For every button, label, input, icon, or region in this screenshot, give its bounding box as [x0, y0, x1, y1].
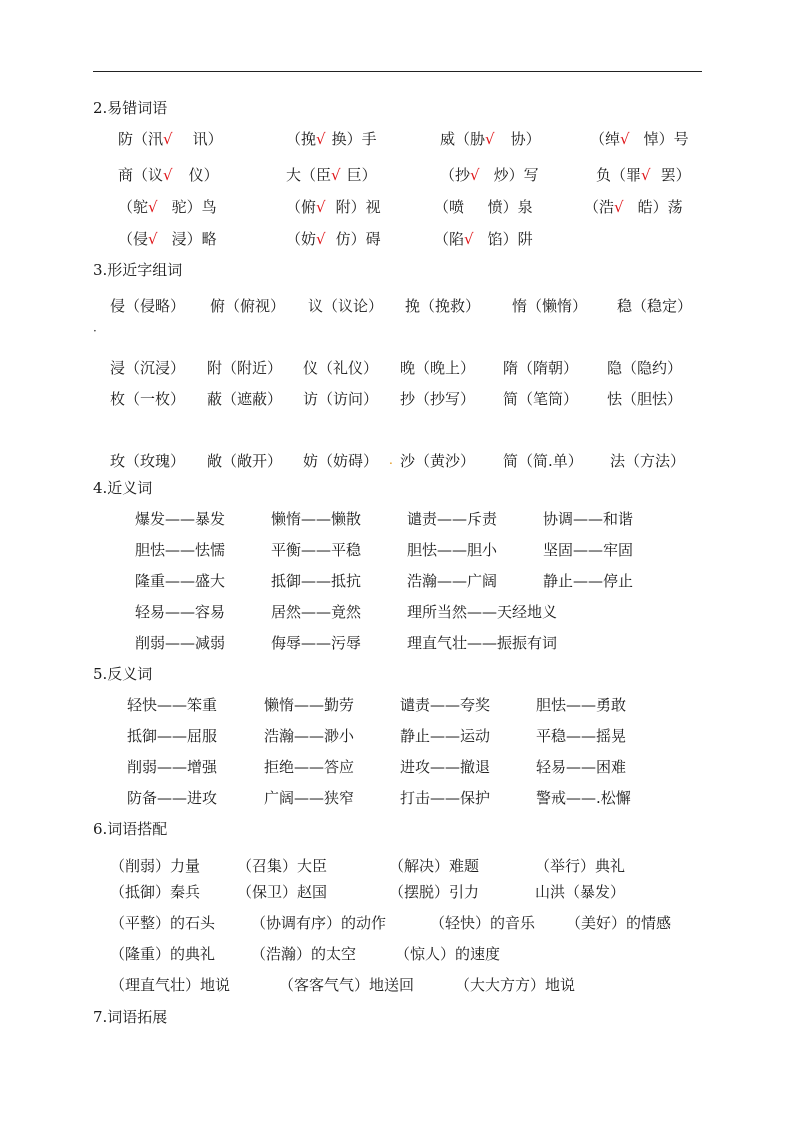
- list-item: 理直气壮——振振有词: [407, 634, 558, 652]
- list-item: 仪（礼仪）: [303, 359, 379, 377]
- list-item: 轻快——笨重: [127, 696, 218, 714]
- list-item: （平整）的石头: [110, 914, 216, 932]
- list-item: 警戒——.松懈: [536, 789, 631, 807]
- word-wrong: 皓）荡: [637, 198, 683, 216]
- word-pair: [286, 196, 381, 217]
- list-item: 晚（晚上）: [400, 359, 476, 377]
- list-item: 敞（敞开）: [207, 452, 283, 470]
- word-pair: [584, 196, 683, 217]
- list-item: 隋（隋朝）: [503, 359, 579, 377]
- check-mark-icon: √: [163, 166, 173, 184]
- word-correct: （挽: [286, 130, 317, 148]
- list-item: （轻快）的音乐: [430, 914, 536, 932]
- list-item: （削弱）力量: [110, 857, 201, 875]
- word-wrong: 巨）: [346, 166, 377, 184]
- word-pair: [440, 128, 541, 149]
- list-item: 轻易——容易: [135, 603, 226, 621]
- list-item: 懒惰——懒散: [271, 510, 362, 528]
- word-pair: [286, 164, 377, 185]
- list-item: 胆怯——怯懦: [135, 541, 226, 559]
- list-item: 打击——保护: [400, 789, 491, 807]
- list-item: 削弱——增强: [127, 758, 218, 776]
- list-item: （客客气气）地送回: [279, 976, 415, 994]
- word-pair: [118, 128, 223, 149]
- list-item: （隆重）的典礼: [110, 945, 216, 963]
- word-pair: [440, 164, 539, 185]
- list-item: （协调有序）的动作: [251, 914, 387, 932]
- list-item: 沙（黄沙）: [400, 452, 476, 470]
- check-mark-icon: √: [148, 198, 158, 216]
- list-item: 浩瀚——渺小: [264, 727, 355, 745]
- list-item: 广阔——狭窄: [264, 789, 355, 807]
- word-correct: （俯: [286, 198, 317, 216]
- check-mark-icon: √: [464, 230, 474, 248]
- list-item: 简（简.单）: [503, 452, 583, 470]
- word-wrong: 炒）写: [493, 166, 539, 184]
- list-item: 俯（俯视）: [210, 297, 286, 315]
- list-item: 法（方法）: [610, 452, 686, 470]
- word-correct: （喷: [434, 198, 465, 216]
- check-mark-icon: √: [316, 230, 326, 248]
- list-item: 浸（沉浸）: [110, 359, 186, 377]
- list-item: 坚固——牢固: [543, 541, 634, 559]
- list-item: 懒惰——勤劳: [264, 696, 355, 714]
- word-correct: 商（议: [118, 166, 164, 184]
- list-item: 防备——进攻: [127, 789, 218, 807]
- list-item: 隆重——盛大: [135, 572, 226, 590]
- list-item: 进攻——撤退: [400, 758, 491, 776]
- list-item: （举行）典礼: [535, 857, 626, 875]
- word-correct: （侵: [118, 230, 149, 248]
- word-pair: [590, 128, 689, 149]
- list-item: 稳（稳定）: [617, 297, 693, 315]
- list-item: 平衡——平稳: [271, 541, 362, 559]
- word-pair: [118, 196, 217, 217]
- list-item: 静止——停止: [543, 572, 634, 590]
- check-mark-icon: √: [148, 230, 158, 248]
- word-wrong: 浸）略: [171, 230, 217, 248]
- word-correct: 负（罪: [596, 166, 642, 184]
- check-mark-icon: √: [641, 166, 651, 184]
- word-wrong: 附）视: [335, 198, 381, 216]
- word-correct: （陷: [434, 230, 465, 248]
- word-wrong: 罢）: [660, 166, 691, 184]
- header-rule: [93, 71, 702, 72]
- word-pair: [434, 228, 533, 249]
- word-pair: [286, 128, 377, 149]
- list-item: 枚（一枚）: [110, 390, 186, 408]
- list-item: 访（访问）: [303, 390, 379, 408]
- check-mark-icon: √: [470, 166, 480, 184]
- list-item: 静止——运动: [400, 727, 491, 745]
- list-item: 平稳——摇晃: [536, 727, 627, 745]
- list-item: 妨（妨碍）: [303, 452, 379, 470]
- check-mark-icon: √: [620, 130, 630, 148]
- word-pair: [434, 196, 533, 217]
- list-item: （美好）的情感: [566, 914, 672, 932]
- word-correct: 防（汛: [118, 130, 164, 148]
- word-correct: （浩: [584, 198, 615, 216]
- list-item: （保卫）赵国: [237, 883, 328, 901]
- word-wrong: 仿）碍: [335, 230, 381, 248]
- stray-dot: .: [389, 453, 393, 467]
- list-item: 蔽（遮蔽）: [207, 390, 283, 408]
- list-item: 爆发——暴发: [135, 510, 226, 528]
- list-item: 议（议论）: [308, 297, 384, 315]
- list-item: 协调——和谐: [543, 510, 634, 528]
- list-item: 胆怯——胆小: [407, 541, 498, 559]
- list-item: 削弱——减弱: [135, 634, 226, 652]
- word-pair: [118, 164, 219, 185]
- list-item: （浩瀚）的太空: [251, 945, 357, 963]
- heading-section-5: 5.反义词: [93, 665, 153, 683]
- list-item: （大大方方）地说: [455, 976, 576, 994]
- list-item: 玫（玫瑰）: [110, 452, 186, 470]
- word-correct: 大（臣: [286, 166, 332, 184]
- list-item: （解决）难题: [389, 857, 480, 875]
- list-item: 谴责——斥责: [407, 510, 498, 528]
- word-wrong: 换）手: [331, 130, 377, 148]
- list-item: 怯（胆怯）: [607, 390, 683, 408]
- word-wrong: 驼）鸟: [171, 198, 217, 216]
- word-correct: 威（胁: [440, 130, 486, 148]
- list-item: （抵御）秦兵: [110, 883, 201, 901]
- word-pair: [596, 164, 691, 185]
- list-item: 理所当然——天经地义: [407, 603, 558, 621]
- heading-section-3: 3.形近字组词: [93, 261, 183, 279]
- list-item: 居然——竟然: [271, 603, 362, 621]
- list-item: （摆脱）引力: [389, 883, 480, 901]
- word-pair: [286, 228, 381, 249]
- check-mark-icon: √: [163, 130, 173, 148]
- word-correct: （妨: [286, 230, 317, 248]
- list-item: 简（笔筒）: [503, 390, 579, 408]
- heading-section-4: 4.近义词: [93, 479, 153, 497]
- list-item: 侮辱——污辱: [271, 634, 362, 652]
- heading-section-2: 2.易错词语: [93, 99, 168, 117]
- list-item: 侵（侵略）: [110, 297, 186, 315]
- word-wrong: 悼）号: [643, 130, 689, 148]
- word-pair: [118, 228, 217, 249]
- check-mark-icon: √: [614, 198, 624, 216]
- list-item: 浩瀚——广阔: [407, 572, 498, 590]
- stray-dot: ·: [93, 324, 97, 338]
- list-item: 附（附近）: [207, 359, 283, 377]
- list-item: （理直气壮）地说: [110, 976, 231, 994]
- check-mark-icon: √: [331, 166, 341, 184]
- heading-section-7: 7.词语拓展: [93, 1008, 168, 1026]
- list-item: 抵御——抵抗: [271, 572, 362, 590]
- list-item: 谴责——夸奖: [400, 696, 491, 714]
- list-item: 山洪（暴发）: [535, 883, 626, 901]
- word-correct: （鸵: [118, 198, 149, 216]
- list-item: 抵御——屈服: [127, 727, 218, 745]
- list-item: （召集）大臣: [237, 857, 328, 875]
- word-wrong: 协）: [510, 130, 541, 148]
- word-wrong: 讯）: [192, 130, 223, 148]
- list-item: 抄（抄写）: [400, 390, 476, 408]
- list-item: 惰（懒惰）: [512, 297, 588, 315]
- list-item: （惊人）的速度: [395, 945, 501, 963]
- heading-section-6: 6.词语搭配: [93, 820, 168, 838]
- check-mark-icon: √: [316, 130, 326, 148]
- word-wrong: 仪）: [188, 166, 219, 184]
- list-item: 胆怯——勇敢: [536, 696, 627, 714]
- check-mark-icon: √: [316, 198, 326, 216]
- list-item: 拒绝——答应: [264, 758, 355, 776]
- list-item: 挽（挽救）: [405, 297, 481, 315]
- word-correct: （绰: [590, 130, 621, 148]
- list-item: 轻易——困难: [536, 758, 627, 776]
- word-wrong: 馅）阱: [487, 230, 533, 248]
- word-correct: （抄: [440, 166, 471, 184]
- list-item: 隐（隐约）: [607, 359, 683, 377]
- word-wrong: 愤）泉: [487, 198, 533, 216]
- check-mark-icon: √: [485, 130, 495, 148]
